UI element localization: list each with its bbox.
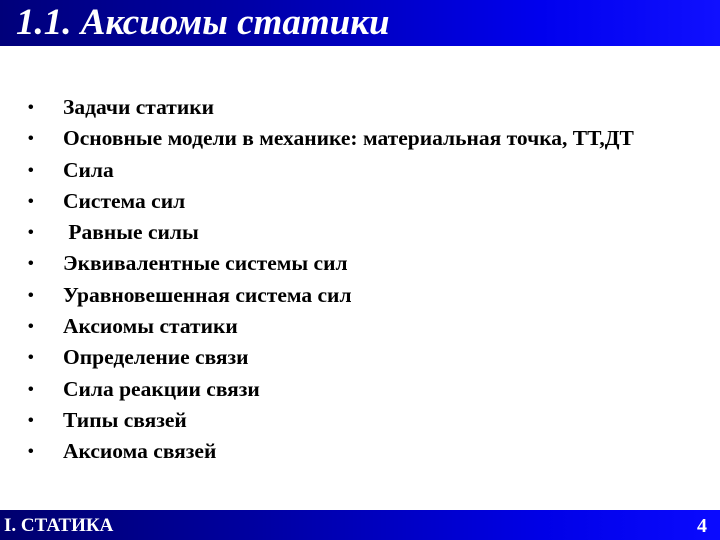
list-item [0,280,720,311]
page-number: 4 [697,515,707,537]
title-bar [0,0,720,46]
list-item [0,186,720,217]
slide-title: 1.1. Аксиомы статики [16,2,390,43]
bullet-icon: • [28,411,34,429]
bullet-icon: • [28,255,34,273]
list-item-text: Аксиомы статики [63,314,238,339]
list-item-text: Определение связи [63,345,249,370]
list-item-text: Равные силы [63,220,199,245]
list-item [0,342,720,373]
bullet-list [0,92,720,468]
bullet-icon: • [28,443,34,461]
list-item [0,155,720,186]
list-item [0,374,720,405]
list-item-text: Основные модели в механике: материальная точка, ТТ,ДТ [63,126,634,151]
list-item-text: Система сил [63,188,186,213]
list-item [0,217,720,248]
list-item [0,248,720,279]
list-item-text: Аксиома связей [63,439,217,464]
list-item [0,92,720,123]
bullet-icon: • [28,192,34,210]
list-item-text: Задачи статики [63,95,215,119]
list-item-text: Уравновешенная система сил [63,282,352,307]
list-item-text: Типы связей [63,407,187,432]
bullet-icon: • [28,130,34,148]
list-item-text: Сила [63,157,114,182]
footer-bar [0,510,720,540]
bullet-icon: • [28,224,34,242]
list-item-text: Сила реакции связи [63,376,260,401]
bullet-icon: • [28,380,34,398]
bullet-icon: • [28,99,34,116]
bullet-icon: • [28,349,34,367]
list-item [0,405,720,436]
bullet-icon: • [28,286,34,304]
bullet-icon: • [28,161,34,179]
footer-section-label: I. СТАТИКА [4,515,114,536]
list-item [0,436,720,467]
list-item [0,311,720,342]
bullet-icon: • [28,318,34,336]
list-item-text: Эквивалентные системы сил [63,251,348,276]
list-item [0,123,720,154]
